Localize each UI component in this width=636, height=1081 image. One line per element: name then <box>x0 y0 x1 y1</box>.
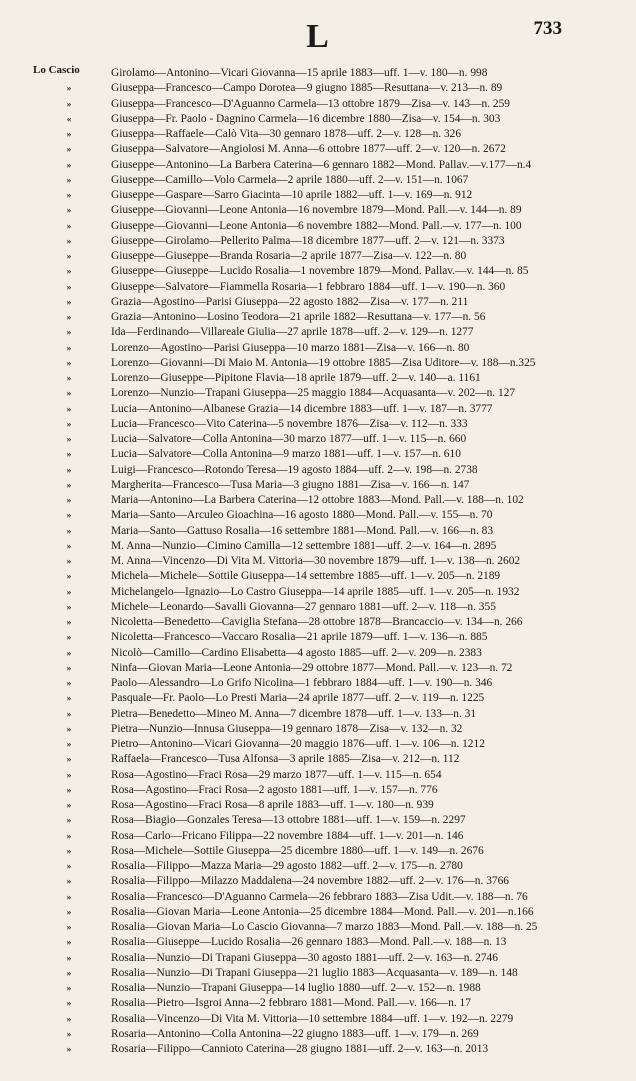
list-item <box>0 493 636 508</box>
ditto-mark: » <box>66 647 72 658</box>
entry-text: Michelangelo—Ignazio—Lo Castro Giuseppa—14 aprile 1885—uff. 1—v. 205—n. 1932 <box>111 585 520 598</box>
list-item <box>0 325 636 340</box>
list-item <box>0 173 636 188</box>
ditto-mark: » <box>66 296 72 307</box>
ditto-mark: » <box>66 906 72 917</box>
ditto-mark: » <box>66 205 72 216</box>
list-item <box>0 356 636 371</box>
list-item <box>0 966 636 981</box>
entry-text: Michela—Michele—Sottile Giuseppa—14 settembre 1885—uff. 1—v. 205—n. 2189 <box>111 570 501 583</box>
list-item <box>0 630 636 645</box>
ditto-mark: » <box>66 922 72 932</box>
ditto-mark: » <box>66 861 72 871</box>
list-item <box>0 295 636 310</box>
list-item <box>0 310 636 325</box>
ditto-mark: » <box>66 556 72 566</box>
ditto-mark: » <box>66 342 72 353</box>
ditto-mark: » <box>66 251 72 261</box>
ditto-mark: » <box>66 678 72 688</box>
entry-text: Rosa—Carlo—Fricano Filippa—22 novembre 1884—uff. 1—v. 201—n. 146 <box>111 829 464 842</box>
entry-text: Pietro—Antonino—Vicari Giovanna—20 maggio 1876—uff. 1—v. 106—n. 1212 <box>111 738 485 750</box>
entry-text: Giuseppe—Gaspare—Sarro Giacinta—10 aprile 1882—uff. 1—v. 169—n. 912 <box>111 189 473 201</box>
list-item <box>0 432 636 447</box>
ditto-mark: » <box>66 998 72 1009</box>
list-item <box>0 996 636 1011</box>
entry-text: Rosa—Agostino—Fraci Rosa—29 marzo 1877—uff. 1—v. 115—n. 654 <box>111 768 442 781</box>
list-item <box>0 722 636 737</box>
list-item <box>0 935 636 950</box>
entry-text: Giuseppe—Giovanni—Leone Antonia—16 novembre 1879—Mond. Pall.—v. 144—n. 89 <box>111 204 522 217</box>
ditto-mark: » <box>66 83 72 94</box>
list-item <box>0 97 636 112</box>
ditto-mark: » <box>66 525 72 536</box>
list-item <box>0 1027 636 1042</box>
list-item <box>0 951 636 966</box>
entry-text: Ida—Ferdinando—Villareale Giulia—27 aprile 1878—uff. 2—v. 129—n. 1277 <box>111 326 474 339</box>
list-item <box>0 142 636 157</box>
entry-text: Rosalia—Francesco—D'Aguanno Carmela—26 febbraro 1883—Zisa Udit.—v. 188—n. 76 <box>111 890 528 903</box>
list-item <box>0 188 636 203</box>
ditto-mark: » <box>66 739 72 749</box>
ditto-mark: » <box>66 662 72 673</box>
entry-text: Giuseppe—Girolamo—Pellerito Palma—18 dicembre 1877—uff. 2—v. 121—n. 3373 <box>111 234 505 247</box>
list-item <box>0 280 636 295</box>
list-item <box>0 646 636 661</box>
ditto-mark: » <box>66 891 72 902</box>
ditto-mark: » <box>66 800 72 810</box>
ditto-mark: » <box>66 327 72 338</box>
list-item <box>0 264 636 279</box>
entry-text: Lucia—Salvatore—Colla Antonina—30 marzo 1877—uff. 1—v. 115—n. 660 <box>111 433 467 445</box>
ditto-mark: « <box>66 113 72 124</box>
entry-text: Rosalia—Filippo—Mazza Maria—29 agosto 1882—uff. 2—v. 175—n. 2780 <box>111 860 463 872</box>
entry-text: Nicoletta—Francesco—Vaccaro Rosalia—21 aprile 1879—uff. 1—v. 136—n. 885 <box>111 631 488 644</box>
entry-text: Lucia—Salvatore—Colla Antonina—9 marzo 1881—uff. 1—v. 157—n. 610 <box>111 448 461 461</box>
list-item <box>0 844 636 859</box>
entry-text: Giuseppe—Camillo—Volo Carmela—2 aprile 1880—uff. 2—v. 151—n. 1067 <box>111 173 469 186</box>
entry-text: Nicolò—Camillo—Cardino Elisabetta—4 agosto 1885—uff. 2—v. 209—n. 2383 <box>111 646 482 659</box>
ditto-mark: » <box>66 235 72 246</box>
list-item <box>0 249 636 264</box>
entry-text: Rosalia—Pietro—Isgroi Anna—2 febbraro 1881—Mond. Pall.—v. 166—n. 17 <box>111 997 471 1010</box>
entry-text: Girolamo—Antonino—Vicari Giovanna—15 aprile 1883—uff. 1—v. 180—n. 998 <box>111 67 488 79</box>
ditto-mark: » <box>66 312 72 322</box>
entry-text: M. Anna—Vincenzo—Di Vita M. Vittoria—30 novembre 1879—uff. 1—v. 138—n. 2602 <box>111 555 521 567</box>
entry-text: Giuseppa—Francesco—Campo Dorotea—9 giugno 1885—Resuttana—v. 213—n. 89 <box>111 82 503 95</box>
ditto-mark: » <box>66 830 72 841</box>
entry-text: Grazia—Agostino—Parisi Giuseppa—22 agosto 1882—Zisa—v. 177—n. 211 <box>111 295 469 308</box>
entry-text: Lucia—Antonino—Albanese Grazia—14 dicembre 1883—uff. 1—v. 187—n. 3777 <box>111 402 493 415</box>
ditto-mark: » <box>66 357 72 368</box>
entry-text: Giuseppe—Salvatore—Fiammella Rosaria—1 febbraro 1884—uff. 1—v. 190—n. 360 <box>111 280 506 293</box>
entry-text: Maria—Santo—Arculeo Gioachina—16 agosto 1880—Mond. Pall.—v. 155—n. 70 <box>111 509 493 522</box>
list-item <box>0 524 636 539</box>
list-item <box>0 585 636 600</box>
ditto-mark: » <box>66 876 72 887</box>
ditto-mark: » <box>66 586 72 597</box>
ditto-mark: » <box>66 967 72 978</box>
ditto-mark: » <box>66 708 72 719</box>
entry-text: Rosalia—Giuseppe—Lucido Rosalia—26 gennaro 1883—Mond. Pall.—v. 188—n. 13 <box>111 936 507 949</box>
list-item <box>0 219 636 234</box>
list-item <box>0 417 636 432</box>
list-item <box>0 768 636 783</box>
ditto-mark: » <box>66 98 72 109</box>
ditto-mark: » <box>66 601 72 612</box>
entry-text: Rosaria—Filippo—Cannioto Caterina—28 giugno 1881—uff. 2—v. 163—n. 2013 <box>111 1043 489 1055</box>
ditto-mark: » <box>66 434 72 444</box>
entry-text: Rosalia—Filippo—Milazzo Maddalena—24 novembre 1882—uff. 2—v. 176—n. 3766 <box>111 875 509 888</box>
list-item <box>0 752 636 767</box>
ditto-mark: » <box>66 190 72 200</box>
list-item <box>0 402 636 417</box>
entry-text: Lorenzo—Agostino—Parisi Giuseppa—10 marzo 1881—Zisa—v. 166—n. 80 <box>111 341 470 354</box>
list-item <box>0 386 636 401</box>
list-item <box>0 127 636 142</box>
list-item <box>0 859 636 874</box>
ditto-mark: » <box>66 983 72 993</box>
ditto-mark: » <box>66 754 72 765</box>
entry-text: Nicoletta—Benedetto—Caviglia Stefana—28 ottobre 1878—Brancaccio—v. 134—n. 266 <box>111 616 523 628</box>
list-item <box>0 234 636 249</box>
entry-text: Rosalia—Giovan Maria—Lo Cascio Giovanna—7 marzo 1883—Mond. Pall.—v. 188—n. 25 <box>111 921 538 933</box>
list-item <box>0 676 636 691</box>
entry-text: Giuseppe—Giuseppe—Branda Rosaria—2 aprile 1877—Zisa—v. 122—n. 80 <box>111 250 467 262</box>
ditto-mark: » <box>66 845 72 856</box>
ditto-mark: » <box>66 403 72 414</box>
entry-text: Lorenzo—Giovanni—Di Maio M. Antonia—19 ottobre 1885—Zisa Uditore—v. 188—n.325 <box>111 356 536 369</box>
entry-list <box>0 66 636 1057</box>
ditto-mark: » <box>66 449 72 460</box>
ditto-mark: » <box>66 495 72 505</box>
list-item <box>0 798 636 813</box>
list-item <box>0 661 636 676</box>
entry-text: Margherita—Francesco—Tusa Maria—3 giugno 1881—Zisa—v. 166—n. 147 <box>111 478 470 491</box>
list-item <box>0 829 636 844</box>
ditto-mark: » <box>66 281 72 292</box>
entry-text: Ninfa—Giovan Maria—Leone Antonia—29 ottobre 1877—Mond. Pall.—v. 123—n. 72 <box>111 661 513 674</box>
list-item <box>0 783 636 798</box>
entry-text: Raffaela—Francesco—Tusa Alfonsa—3 aprile 1885—Zisa—v. 212—n. 112 <box>111 753 460 766</box>
list-item <box>0 112 636 127</box>
list-item <box>0 981 636 996</box>
section-letter: L <box>306 18 330 55</box>
entry-text: Pietra—Benedetto—Mineo M. Anna—7 dicembre 1878—uff. 1—v. 133—n. 31 <box>111 707 477 720</box>
entry-text: Lucia—Francesco—Vito Caterina—5 novembre 1876—Zisa—v. 112—n. 333 <box>111 417 468 430</box>
ditto-mark: » <box>66 174 72 185</box>
ditto-mark: » <box>66 784 72 795</box>
list-item <box>0 554 636 569</box>
ditto-mark: » <box>66 129 72 139</box>
entry-text: Rosa—Agostino—Fraci Rosa—2 agosto 1881—uff. 1—v. 157—n. 776 <box>111 783 438 796</box>
entry-text: Rosa—Biagio—Gonzales Teresa—13 ottobre 1881—uff. 1—v. 159—n. 2297 <box>111 814 466 827</box>
entry-text: Rosaria—Antonino—Colla Antonina—22 giugno 1883—uff. 1—v. 179—n. 269 <box>111 1027 479 1040</box>
entry-text: Giuseppa—Fr. Paolo - Dagnino Carmela—16 dicembre 1880—Zisa—v. 154—n. 303 <box>111 112 501 125</box>
entry-text: Giuseppa—Francesco—D'Aguanno Carmela—13 ottobre 1879—Zisa—v. 143—n. 259 <box>111 97 510 110</box>
entry-text: Grazia—Antonino—Losino Teodora—21 aprile 1882—Resuttana—v. 177—n. 56 <box>111 311 486 323</box>
ditto-mark: » <box>66 1028 72 1039</box>
list-item <box>0 203 636 218</box>
ditto-mark: » <box>66 388 72 399</box>
list-item <box>0 478 636 493</box>
list-item <box>0 600 636 615</box>
entry-text: Rosalia—Nunzio—Di Trapani Giuseppa—21 luglio 1883—Acquasanta—v. 189—n. 148 <box>111 966 518 979</box>
ditto-mark: » <box>66 373 72 383</box>
entry-text: Rosalia—Vincenzo—Di Vita M. Vittoria—10 settembre 1884—uff. 1—v. 192—n. 2279 <box>111 1012 514 1025</box>
ditto-mark: » <box>66 510 72 521</box>
entry-text: Paolo—Alessandro—Lo Grifo Nicolina—1 febbraro 1884—uff. 1—v. 190—n. 346 <box>111 677 493 689</box>
list-item <box>0 463 636 478</box>
list-item <box>0 813 636 828</box>
entry-text: Giuseppe—Antonino—La Barbera Caterina—6 gennaro 1882—Mond. Pallav.—v.177—n.4 <box>111 158 532 171</box>
ditto-mark: » <box>66 769 72 780</box>
ditto-mark: » <box>66 937 72 948</box>
ditto-mark: » <box>66 1013 72 1024</box>
ditto-mark: » <box>66 617 72 627</box>
entry-text: Giuseppa—Raffaele—Calò Vita—30 gennaro 1878—uff. 2—v. 128—n. 326 <box>111 128 462 140</box>
ditto-mark: » <box>66 632 72 643</box>
entry-text: Pietra—Nunzio—Innusa Giuseppa—19 gennaro 1878—Zisa—v. 132—n. 32 <box>111 722 463 735</box>
entry-text: Giuseppe—Giuseppe—Lucido Rosalia—1 novembre 1879—Mond. Pallav.—v. 144—n. 85 <box>111 265 529 278</box>
ditto-mark: » <box>66 1044 72 1054</box>
list-item <box>0 707 636 722</box>
entry-text: M. Anna—Nunzio—Cimino Camilla—12 settembre 1881—uff. 2—v. 164—n. 2895 <box>111 539 497 552</box>
entry-text: Maria—Santo—Gattuso Rosalia—16 settembre 1881—Mond. Pall.—v. 166—n. 83 <box>111 524 494 537</box>
list-item <box>0 890 636 905</box>
entry-text: Lorenzo—Giuseppe—Pipitone Flavia—18 aprile 1879—uff. 2—v. 140—a. 1161 <box>111 372 481 384</box>
entry-text: Rosalia—Nunzio—Di Trapani Giuseppa—30 agosto 1881—uff. 2—v. 163—n. 2746 <box>111 951 498 964</box>
list-item <box>0 691 636 706</box>
list-item <box>0 81 636 96</box>
entry-text: Rosalia—Nunzio—Trapani Giuseppa—14 luglio 1880—uff. 2—v. 152—n. 1988 <box>111 982 481 994</box>
list-item <box>0 615 636 630</box>
ditto-mark: » <box>66 464 72 475</box>
list-item <box>0 874 636 889</box>
ditto-mark: » <box>66 159 72 170</box>
surname-heading: Lo Cascio <box>33 64 80 76</box>
list-item <box>0 447 636 462</box>
ditto-mark: » <box>66 479 72 490</box>
list-item <box>0 920 636 935</box>
list-item <box>0 905 636 920</box>
list-item <box>0 569 636 584</box>
ditto-mark: » <box>66 723 72 734</box>
ditto-mark: » <box>66 540 72 551</box>
list-item <box>0 539 636 554</box>
list-item <box>0 1042 636 1057</box>
list-item <box>0 341 636 356</box>
ditto-mark: » <box>66 418 72 429</box>
entry-text: Pasquale—Fr. Paolo—Lo Presti Maria—24 aprile 1877—uff. 2—v. 119—n. 1225 <box>111 692 485 705</box>
entry-text: Lorenzo—Nunzio—Trapani Giuseppa—25 maggio 1884—Acquasanta—v. 202—n. 127 <box>111 387 516 400</box>
entry-text: Maria—Antonino—La Barbera Caterina—12 ottobre 1883—Mond. Pall.—v. 188—n. 102 <box>111 494 524 506</box>
list-item <box>0 508 636 523</box>
ditto-mark: » <box>66 266 72 277</box>
ditto-mark: » <box>66 144 72 155</box>
list-item <box>0 737 636 752</box>
list-item <box>0 66 636 81</box>
entry-text: Rosalia—Giovan Maria—Leone Antonia—25 dicembre 1884—Mond. Pall.—v. 201—n.166 <box>111 905 534 918</box>
ditto-mark: » <box>66 815 72 826</box>
list-item <box>0 1012 636 1027</box>
ditto-mark: » <box>66 220 72 231</box>
ditto-mark: » <box>66 952 72 963</box>
entry-text: Luigi—Francesco—Rotondo Teresa—19 agosto 1884—uff. 2—v. 198—n. 2738 <box>111 463 478 476</box>
list-item <box>0 371 636 386</box>
ditto-mark: » <box>66 693 72 704</box>
entry-text: Rosa—Michele—Sottile Giuseppa—25 dicembre 1880—uff. 1—v. 149—n. 2676 <box>111 844 484 857</box>
page-number: 733 <box>533 18 562 39</box>
entry-text: Giuseppa—Salvatore—Angiolosi M. Anna—6 ottobre 1877—uff. 2—v. 120—n. 2672 <box>111 143 506 156</box>
ditto-mark: » <box>66 571 72 582</box>
entry-text: Giuseppe—Giovanni—Leone Antonia—6 novembre 1882—Mond. Pall.—v. 177—n. 100 <box>111 219 522 232</box>
entry-text: Rosa—Agostino—Fraci Rosa—8 aprile 1883—uff. 1—v. 180—n. 939 <box>111 799 434 811</box>
list-item <box>0 158 636 173</box>
entry-text: Michele—Leonardo—Savalli Giovanna—27 gennaro 1881—uff. 2—v. 118—n. 355 <box>111 600 496 613</box>
